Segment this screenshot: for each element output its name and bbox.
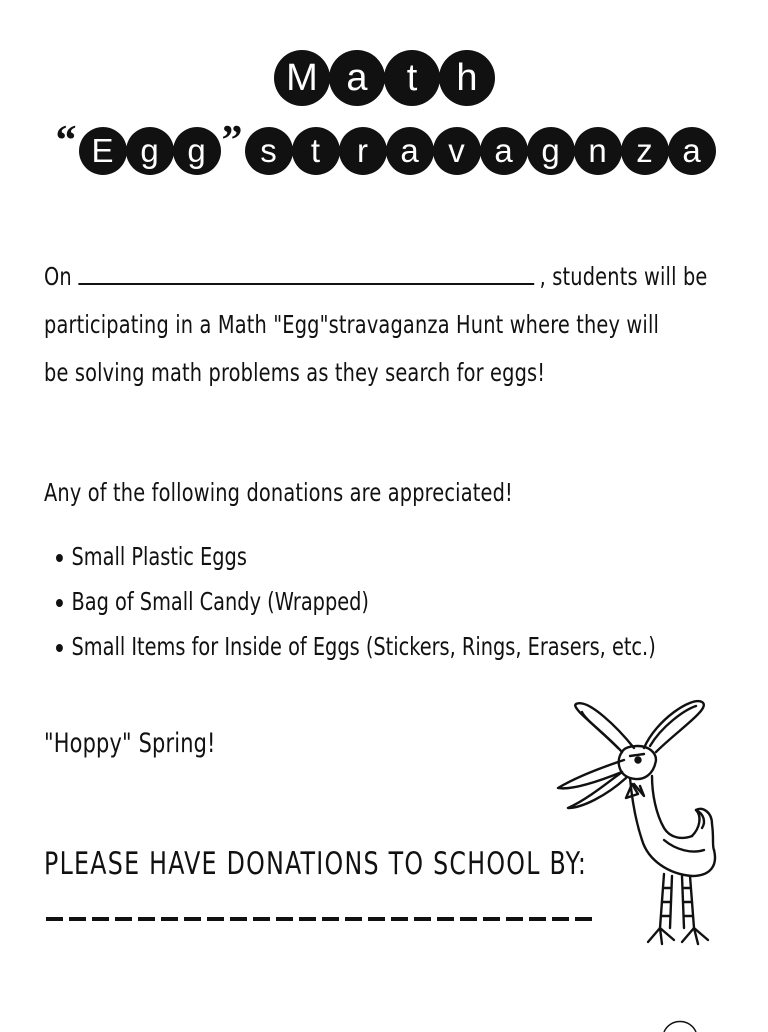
corner-arc-mark [660, 1012, 700, 1032]
list-item-label: Small Plastic Eggs [71, 542, 247, 571]
title-letter: s [245, 127, 293, 175]
bullet-icon [56, 644, 63, 652]
title-letter: g [173, 127, 221, 175]
bullet-icon [56, 599, 63, 607]
title-letter: a [386, 127, 434, 175]
title-letter: h [439, 50, 495, 106]
date-blank-line [79, 267, 535, 285]
bullet-icon [56, 554, 63, 562]
deadline-blank-line [46, 917, 598, 921]
hoppy-spring-greeting: "Hoppy" Spring! [44, 728, 216, 759]
bunny-ears-bird-illustration-icon [552, 690, 724, 946]
title-letter: r [339, 127, 387, 175]
title-line-eggstravaganza [0, 118, 768, 175]
title-letter: n [574, 127, 622, 175]
list-item-label: Small Items for Inside of Eggs (Stickers, Rings, Erasers, etc.) [71, 632, 656, 661]
title-letter: a [480, 127, 528, 175]
title-letter: v [433, 127, 481, 175]
intro-line-2: participating in a Math "Egg"stravaganza Hunt where they will [44, 310, 660, 339]
list-item [56, 624, 656, 669]
title-letter: E [79, 127, 127, 175]
title-open-quote: “ [55, 118, 77, 164]
list-item [56, 579, 656, 624]
title-letter: g [527, 127, 575, 175]
intro-after-blank: , students will be [539, 262, 708, 291]
intro-line-1 [44, 262, 708, 291]
title-letter: t [384, 50, 440, 106]
intro-on-word: On [44, 262, 72, 291]
list-item [56, 534, 656, 579]
title-letter: g [126, 127, 174, 175]
donations-heading: Any of the following donations are appreciated! [44, 478, 513, 507]
title-letter: a [329, 50, 385, 106]
title-letter: M [274, 50, 330, 106]
deadline-label: PLEASE HAVE DONATIONS TO SCHOOL BY: [44, 846, 588, 882]
title-letter: t [292, 127, 340, 175]
title-line-math [0, 50, 768, 106]
donations-list [56, 534, 656, 669]
intro-line-3: be solving math problems as they search for eggs! [44, 358, 546, 387]
title-close-quote: ” [221, 118, 243, 164]
list-item-label: Bag of Small Candy (Wrapped) [71, 587, 369, 616]
title-letter: z [621, 127, 669, 175]
title-letter: a [668, 127, 716, 175]
